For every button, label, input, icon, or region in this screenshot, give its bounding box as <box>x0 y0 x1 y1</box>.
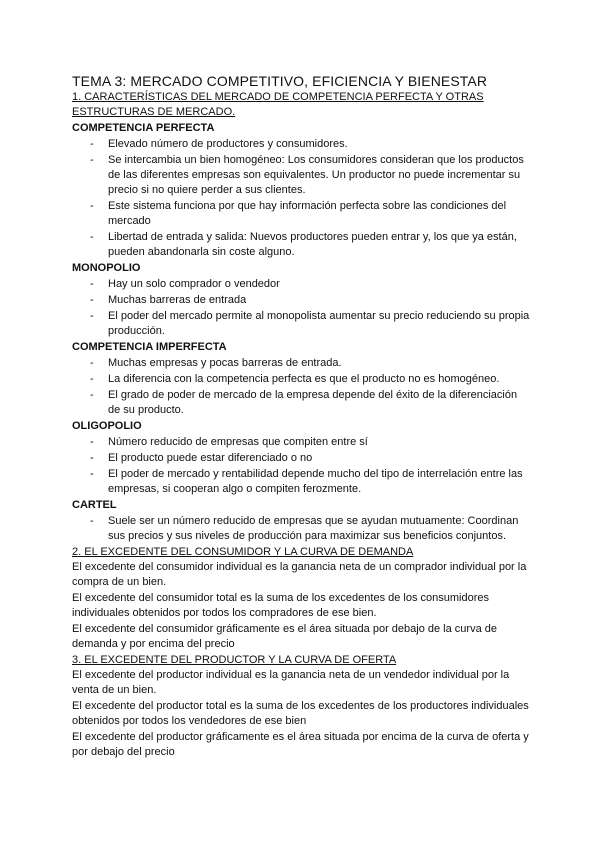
subheading-competencia-perfecta: COMPETENCIA PERFECTA <box>72 122 215 134</box>
list-item <box>72 451 532 466</box>
bullet-dash: - <box>90 138 94 150</box>
list-item-text: El producto puede estar diferenciado o no <box>108 452 313 464</box>
list-item <box>72 199 532 229</box>
section-2-heading: 2. EL EXCEDENTE DEL CONSUMIDOR Y LA CURVA DE DEMANDA <box>72 546 414 558</box>
bullet-dash: - <box>90 452 94 464</box>
bullet-dash: - <box>90 373 94 385</box>
bullet-dash: - <box>90 310 94 322</box>
bullet-dash: - <box>90 357 94 369</box>
list-item <box>72 230 532 260</box>
list-item-text: El poder del mercado permite al monopolista aumentar su precio reduciendo su propia producción. <box>108 310 530 337</box>
bullet-dash: - <box>90 231 94 243</box>
paragraph: El excedente del consumidor individual es la ganancia neta de un comprador individual por la compra de un bien. <box>72 561 527 588</box>
document-page <box>72 72 532 761</box>
list-item <box>72 388 532 418</box>
bullet-list <box>72 435 532 497</box>
section-3-heading: 3. EL EXCEDENTE DEL PRODUCTOR Y LA CURVA DE OFERTA <box>72 654 397 666</box>
bullet-dash: - <box>90 515 94 527</box>
list-item-text: Elevado número de productores y consumidores. <box>108 138 348 150</box>
list-item-text: La diferencia con la competencia perfecta es que el producto no es homogéneo. <box>108 373 500 385</box>
list-item-text: Muchas barreras de entrada <box>108 294 247 306</box>
bullet-dash: - <box>90 389 94 401</box>
list-item-text: Este sistema funciona por que hay información perfecta sobre las condiciones del mercado <box>108 200 507 227</box>
bullet-list <box>72 137 532 260</box>
bullet-dash: - <box>90 436 94 448</box>
bullet-dash: - <box>90 468 94 480</box>
bullet-list <box>72 514 532 544</box>
document-title: TEMA 3: MERCADO COMPETITIVO, EFICIENCIA Y BIENESTAR <box>72 73 488 89</box>
bullet-dash: - <box>90 294 94 306</box>
paragraph: El excedente del productor total es la suma de los excedentes de los productores individuales obtenidos por todos los vendedores de ese bien <box>72 700 529 727</box>
list-item-text: Libertad de entrada y salida: Nuevos productores pueden entrar y, los que ya están, pueden abandonarla sin coste alguno. <box>108 231 517 258</box>
section-1-heading: 1. CARACTERÍSTICAS DEL MERCADO DE COMPETENCIA PERFECTA Y OTRAS ESTRUCTURAS DE MERCADO. <box>72 91 484 118</box>
bullet-dash: - <box>90 278 94 290</box>
bullet-dash: - <box>90 200 94 212</box>
list-item-text: Suele ser un número reducido de empresas que se ayudan mutuamente: Coordinan sus precios y sus niveles de producción para maximizar sus beneficios conjuntos. <box>108 515 519 542</box>
bullet-list <box>72 277 532 339</box>
list-item-text: El poder de mercado y rentabilidad depende mucho del tipo de interrelación entre las empresas, si cooperan algo o compiten ferozmente. <box>108 468 523 495</box>
list-item-text: Se intercambia un bien homogéneo: Los consumidores consideran que los productos de las diferentes empresas son equivalentes. Un productor no puede incrementar su precio si no quiere perder a sus clientes. <box>108 154 524 196</box>
list-item-text: El grado de poder de mercado de la empresa depende del éxito de la diferenciación de su producto. <box>108 389 518 416</box>
subheading-monopolio: MONOPOLIO <box>72 262 141 274</box>
list-item <box>72 309 532 339</box>
list-item <box>72 137 532 152</box>
bullet-dash: - <box>90 154 94 166</box>
subheading-cartel: CARTEL <box>72 499 117 511</box>
list-item <box>72 467 532 497</box>
subheading-oligopolio: OLIGOPOLIO <box>72 420 142 432</box>
list-item-text: Número reducido de empresas que compiten entre sí <box>108 436 368 448</box>
list-item <box>72 435 532 450</box>
list-item-text: Hay un solo comprador o vendedor <box>108 278 280 290</box>
list-item <box>72 372 532 387</box>
paragraph: El excedente del consumidor gráficamente es el área situada por debajo de la curva de demanda y por encima del precio <box>72 623 497 650</box>
list-item <box>72 153 532 198</box>
subheading-competencia-imperfecta: COMPETENCIA IMPERFECTA <box>72 341 227 353</box>
list-item <box>72 514 532 544</box>
list-item <box>72 356 532 371</box>
bullet-list <box>72 356 532 418</box>
paragraph: El excedente del productor gráficamente es el área situada por encima de la curva de oferta y por debajo del precio <box>72 731 529 758</box>
paragraph: El excedente del productor individual es la ganancia neta de un vendedor individual por la venta de un bien. <box>72 669 510 696</box>
list-item <box>72 277 532 292</box>
paragraph: El excedente del consumidor total es la suma de los excedentes de los consumidores individuales obtenidos por todos los compradores de ese bien. <box>72 592 490 619</box>
list-item <box>72 293 532 308</box>
list-item-text: Muchas empresas y pocas barreras de entrada. <box>108 357 342 369</box>
